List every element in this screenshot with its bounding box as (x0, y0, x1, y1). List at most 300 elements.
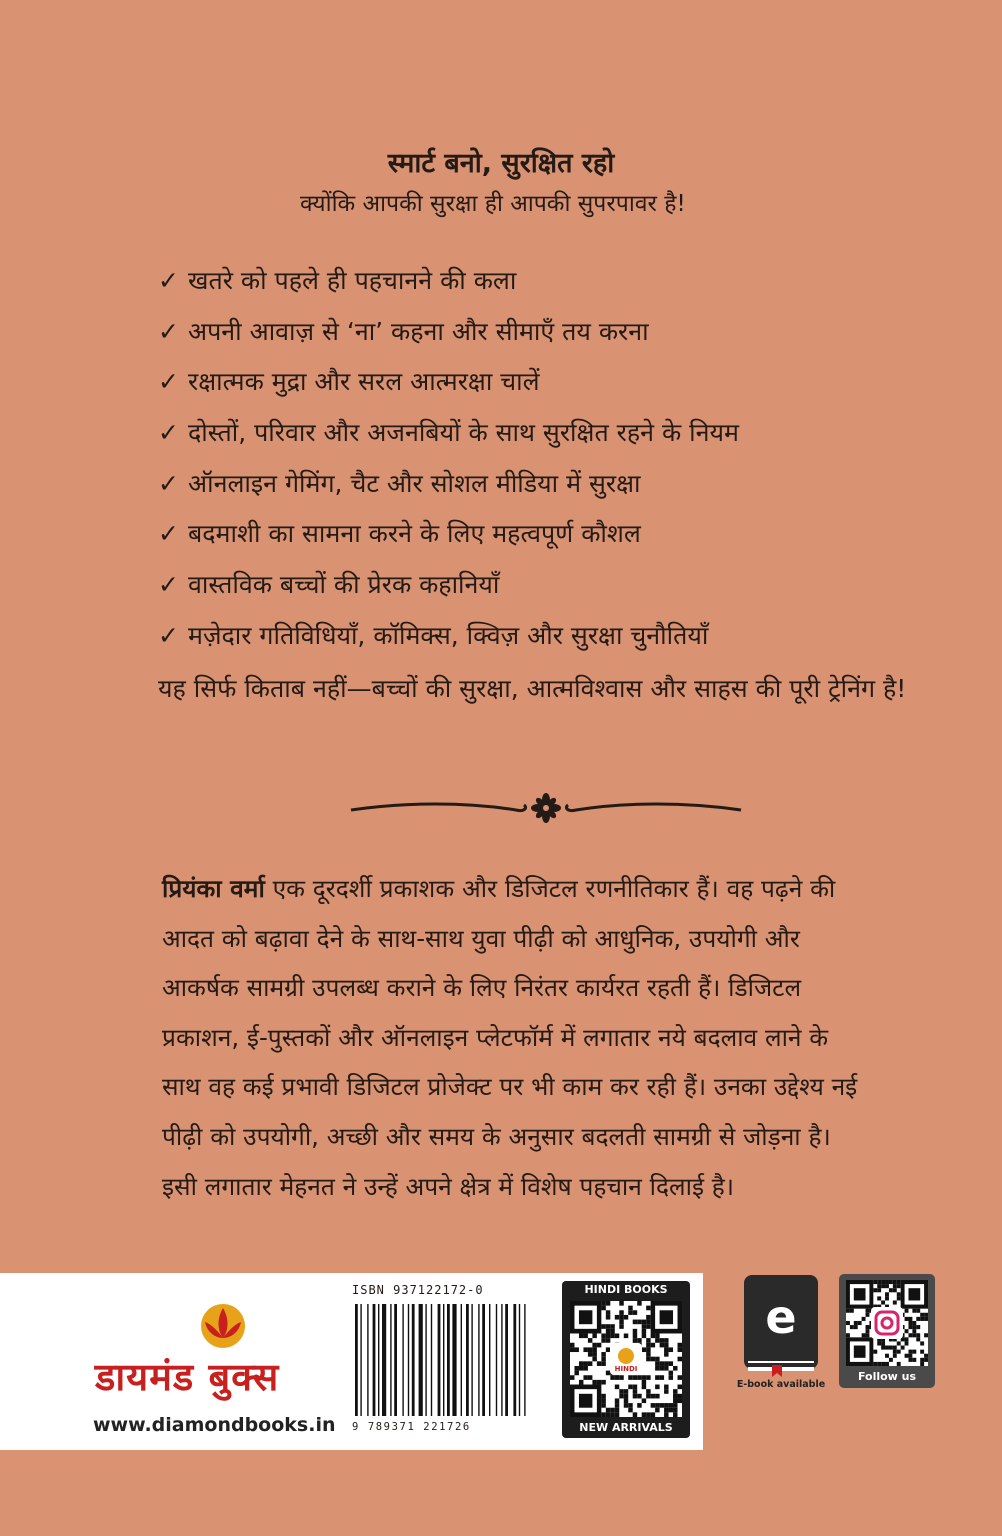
qr-module (678, 1357, 682, 1362)
qr-module (624, 1389, 628, 1394)
qr-module (664, 1366, 668, 1371)
barcode-bar (408, 1304, 409, 1416)
barcode-bar (412, 1304, 415, 1416)
qr-module (633, 1389, 637, 1394)
qr-module (881, 1341, 885, 1345)
feature-text: मज़ेदार गतिविधियाँ, कॉमिक्स, क्विज़ और सुरक्षा चुनौतियाँ (188, 620, 709, 650)
feature-item (158, 262, 739, 313)
qr-module (673, 1412, 677, 1417)
qr-module (651, 1394, 655, 1399)
qr-module (601, 1333, 605, 1338)
qr-module (912, 1309, 916, 1313)
qr-module (597, 1380, 601, 1385)
qr-module (673, 1389, 677, 1394)
barcode-bar (501, 1304, 502, 1416)
qr-module (633, 1333, 637, 1338)
qr-module (637, 1394, 641, 1399)
qr-finder (579, 1310, 592, 1324)
barcode-icon (349, 1300, 541, 1420)
qr-module (592, 1333, 596, 1338)
qr-module (858, 1321, 862, 1325)
check-icon: ✓ (158, 367, 179, 397)
qr-module (673, 1398, 677, 1403)
feature-list (158, 262, 739, 668)
qr-module (633, 1310, 637, 1315)
qr-module (601, 1403, 605, 1408)
qr-center-logo (618, 1348, 634, 1364)
qr-module (646, 1375, 650, 1380)
qr-module (893, 1346, 897, 1350)
qr-module (606, 1315, 610, 1320)
qr-module (889, 1288, 893, 1292)
qr-module (637, 1338, 641, 1343)
barcode-bar (482, 1304, 485, 1416)
qr-module (583, 1366, 587, 1371)
qr-module (862, 1317, 866, 1321)
qr-module (642, 1398, 646, 1403)
qr-module (669, 1403, 673, 1408)
qr-module (881, 1300, 885, 1304)
qr-module (912, 1321, 916, 1325)
qr-module (628, 1408, 632, 1413)
qr-module (912, 1325, 916, 1329)
qr-module (901, 1346, 905, 1350)
qr-module (592, 1380, 596, 1385)
barcode-bar (431, 1304, 432, 1416)
qr-module (678, 1394, 682, 1399)
barcode-bar (419, 1304, 423, 1416)
qr-module (606, 1347, 610, 1352)
qr-module (877, 1296, 881, 1300)
qr-center-label: HINDI (614, 1365, 638, 1373)
qr-module (592, 1343, 596, 1348)
qr-module (606, 1329, 610, 1334)
qr-module (664, 1389, 668, 1394)
feature-item (158, 363, 739, 414)
qr-module (673, 1403, 677, 1408)
qr-module (601, 1394, 605, 1399)
check-icon: ✓ (158, 570, 179, 600)
barcode-bar (425, 1304, 426, 1416)
qr-module (912, 1358, 916, 1362)
qr-module (664, 1385, 668, 1390)
qr-module (646, 1352, 650, 1357)
qr-module (916, 1337, 920, 1341)
qr-module (660, 1403, 664, 1408)
qr-module (615, 1333, 619, 1338)
qr-module (908, 1317, 912, 1321)
qr-module (601, 1306, 605, 1311)
qr-module (846, 1321, 850, 1325)
qr-module (889, 1358, 893, 1362)
qr-module (570, 1343, 574, 1348)
qr-card-bottom-label: NEW ARRIVALS (579, 1421, 673, 1434)
qr-module (646, 1338, 650, 1343)
qr-module (877, 1341, 881, 1345)
ebook-letter: e (765, 1290, 797, 1344)
qr-module (574, 1347, 578, 1352)
qr-module (633, 1385, 637, 1390)
qr-module (885, 1296, 889, 1300)
qr-module (885, 1292, 889, 1296)
qr-module (601, 1352, 605, 1357)
qr-module (655, 1366, 659, 1371)
qr-module (885, 1354, 889, 1358)
qr-module (619, 1375, 623, 1380)
qr-module (619, 1310, 623, 1315)
feature-text: अपनी आवाज़ से ‘ना’ कहना और सीमाएँ तय करना (188, 316, 649, 346)
qr-module (850, 1309, 854, 1313)
qr-module (924, 1358, 928, 1362)
qr-module (624, 1315, 628, 1320)
feature-item (158, 617, 739, 668)
qr-finder (660, 1310, 673, 1324)
qr-module (579, 1361, 583, 1366)
qr-module (889, 1346, 893, 1350)
qr-module (866, 1329, 870, 1333)
qr-module (601, 1361, 605, 1366)
barcode-bar (355, 1304, 358, 1416)
qr-module (916, 1325, 920, 1329)
qr-module (655, 1357, 659, 1362)
qr-module (637, 1375, 641, 1380)
qr-code-icon (570, 1301, 682, 1417)
qr-module (579, 1380, 583, 1385)
qr-module (862, 1333, 866, 1337)
qr-module (881, 1280, 885, 1284)
qr-module (846, 1333, 850, 1337)
qr-module (642, 1329, 646, 1334)
qr-module (642, 1375, 646, 1380)
qr-module (592, 1357, 596, 1362)
qr-module (597, 1361, 601, 1366)
ebook-icon (742, 1273, 820, 1377)
qr-module (606, 1371, 610, 1376)
barcode-bar (394, 1304, 397, 1416)
qr-module (570, 1375, 574, 1380)
qr-module (583, 1333, 587, 1338)
author-bio (162, 864, 872, 1211)
qr-module (655, 1394, 659, 1399)
qr-module (669, 1408, 673, 1413)
qr-module (873, 1288, 877, 1292)
qr-module (619, 1315, 623, 1320)
qr-module (866, 1313, 870, 1317)
qr-module (920, 1350, 924, 1354)
qr-module (615, 1385, 619, 1390)
qr-module (574, 1366, 578, 1371)
qr-module (889, 1280, 893, 1284)
qr-module (678, 1347, 682, 1352)
qr-module (908, 1358, 912, 1362)
qr-module (660, 1375, 664, 1380)
qr-module (920, 1341, 924, 1345)
feature-text: खतरे को पहले ही पहचानने की कला (188, 266, 517, 295)
qr-module (905, 1341, 909, 1345)
qr-module (655, 1338, 659, 1343)
qr-module (642, 1385, 646, 1390)
qr-module (905, 1337, 909, 1341)
author-name: प्रियंका वर्मा (162, 874, 265, 903)
qr-module (905, 1354, 909, 1358)
qr-module (628, 1403, 632, 1408)
qr-module (651, 1343, 655, 1348)
qr-module (664, 1408, 668, 1413)
isbn-label: ISBN 937122172-0 (352, 1283, 484, 1297)
qr-module (924, 1354, 928, 1358)
qr-module (655, 1403, 659, 1408)
qr-module (601, 1357, 605, 1362)
qr-module (646, 1412, 650, 1417)
qr-module (637, 1403, 641, 1408)
barcode-bar (378, 1304, 379, 1416)
feature-text: वास्तविक बच्चों की प्रेरक कहानियाँ (188, 570, 500, 600)
qr-module (583, 1361, 587, 1366)
qr-finder (854, 1288, 866, 1300)
qr-module (908, 1350, 912, 1354)
qr-module (893, 1284, 897, 1288)
qr-module (570, 1347, 574, 1352)
qr-module (669, 1361, 673, 1366)
qr-module (588, 1361, 592, 1366)
qr-module (628, 1385, 632, 1390)
qr-module (664, 1403, 668, 1408)
qr-module (655, 1333, 659, 1338)
qr-module (619, 1394, 623, 1399)
author-bio-text: एक दूरदर्शी प्रकाशक और डिजिटल रणनीतिकार हैं। वह पढ़ने की आदत को बढ़ावा देने के साथ-साथ युवा पीढ़ी को आधुनिक, उपयोगी और आकर्षक सामग्री उपलब्ध कराने के लिए निरंतर कार्यरत रहती हैं। डिजिटल प्रकाशन, ई-पुस्तकों और ऑनलाइन प्लेटफॉर्म में लगातार नये बदलाव लाने के साथ वह कई प्रभावी डिजिटल प्रोजेक्ट पर भी काम कर रही हैं। उनका उद्देश्य नई पीढ़ी को उपयोगी, अच्छी और समय के अनुसार बदलती सामग्री से जोड़ना है। इसी लगातार मेहनत ने उन्हें अपने क्षेत्र में विशेष पहचान दिलाई है। (162, 874, 858, 1201)
qr-module (669, 1347, 673, 1352)
qr-module (655, 1385, 659, 1390)
qr-module (920, 1362, 924, 1366)
qr-module (651, 1333, 655, 1338)
qr-module (646, 1394, 650, 1399)
qr-module (588, 1347, 592, 1352)
qr-module (893, 1350, 897, 1354)
qr-module (624, 1333, 628, 1338)
qr-module (678, 1343, 682, 1348)
qr-module (873, 1350, 877, 1354)
qr-module (920, 1317, 924, 1321)
qr-module (866, 1309, 870, 1313)
barcode-bar (519, 1304, 520, 1416)
qr-module (660, 1361, 664, 1366)
barcode-bar (373, 1304, 376, 1416)
ornament-divider-icon (346, 788, 746, 828)
qr-module (579, 1333, 583, 1338)
qr-module (897, 1284, 901, 1288)
qr-module (615, 1315, 619, 1320)
feature-text: दोस्तों, परिवार और अजनबियों के साथ सुरक्षित रहने के नियम (188, 418, 739, 448)
barcode-bar (505, 1304, 508, 1416)
qr-module (633, 1394, 637, 1399)
qr-module (588, 1338, 592, 1343)
qr-module (601, 1324, 605, 1329)
barcode-bar (461, 1304, 462, 1416)
qr-module (866, 1333, 870, 1337)
qr-module (601, 1301, 605, 1306)
barcode-bar (452, 1304, 456, 1416)
qr-module (606, 1333, 610, 1338)
qr-module (637, 1320, 641, 1325)
qr-module (916, 1317, 920, 1321)
qr-module (619, 1301, 623, 1306)
qr-module (610, 1329, 614, 1334)
qr-module (885, 1362, 889, 1366)
feature-item (158, 313, 739, 364)
qr-module (624, 1398, 628, 1403)
qr-module (610, 1375, 614, 1380)
qr-module (897, 1280, 901, 1284)
qr-module (877, 1280, 881, 1284)
check-icon: ✓ (158, 418, 179, 448)
feature-item (158, 414, 739, 465)
qr-module (660, 1366, 664, 1371)
qr-module (877, 1284, 881, 1288)
qr-module (846, 1309, 850, 1313)
qr-module (850, 1325, 854, 1329)
qr-module (866, 1325, 870, 1329)
qr-module (642, 1333, 646, 1338)
qr-module (606, 1301, 610, 1306)
ebook-label: E-book available (736, 1379, 826, 1390)
qr-module (628, 1375, 632, 1380)
qr-module (651, 1357, 655, 1362)
qr-module (893, 1288, 897, 1292)
qr-module (642, 1347, 646, 1352)
qr-module (615, 1412, 619, 1417)
qr-module (881, 1346, 885, 1350)
qr-module (633, 1329, 637, 1334)
qr-module (646, 1389, 650, 1394)
qr-module (885, 1346, 889, 1350)
qr-finder (908, 1288, 920, 1300)
qr-module (912, 1333, 916, 1337)
qr-module (664, 1338, 668, 1343)
qr-module (651, 1412, 655, 1417)
barcode-number: 9 789371 221726 (352, 1421, 471, 1433)
qr-module (574, 1371, 578, 1376)
qr-module (881, 1362, 885, 1366)
qr-module (908, 1333, 912, 1337)
qr-module (908, 1354, 912, 1358)
check-icon: ✓ (158, 620, 179, 650)
qr-module (633, 1375, 637, 1380)
qr-module (619, 1320, 623, 1325)
feature-item (158, 465, 739, 516)
qr-module (588, 1352, 592, 1357)
qr-module (646, 1357, 650, 1362)
publisher-logo-text: डायमंड बुक्स (95, 1355, 280, 1399)
qr-module (642, 1380, 646, 1385)
qr-module (673, 1394, 677, 1399)
qr-module (583, 1375, 587, 1380)
qr-module (664, 1412, 668, 1417)
qr-module (579, 1366, 583, 1371)
qr-module (606, 1412, 610, 1417)
qr-finder (854, 1346, 866, 1358)
qr-module (897, 1362, 901, 1366)
qr-module (615, 1375, 619, 1380)
qr-module (893, 1280, 897, 1284)
qr-module (646, 1320, 650, 1325)
qr-module (601, 1380, 605, 1385)
qr-module (655, 1361, 659, 1366)
qr-module (624, 1394, 628, 1399)
qr-module (893, 1300, 897, 1304)
qr-module (646, 1347, 650, 1352)
feature-text: रक्षात्मक मुद्रा और सरल आत्मरक्षा चालें (188, 367, 540, 397)
qr-module (664, 1343, 668, 1348)
qr-module (920, 1358, 924, 1362)
qr-module (660, 1338, 664, 1343)
qr-module (597, 1343, 601, 1348)
subheading: क्योंकि आपकी सुरक्षा ही आपकी सुपरपावर है! (300, 191, 686, 217)
qr-module (642, 1320, 646, 1325)
barcode-bar (382, 1304, 386, 1416)
instagram-qr (846, 1280, 928, 1366)
qr-module (897, 1296, 901, 1300)
qr-module (908, 1321, 912, 1325)
qr-module (610, 1324, 614, 1329)
qr-module (877, 1288, 881, 1292)
publisher-website: www.diamondbooks.in (93, 1414, 336, 1436)
qr-module (619, 1389, 623, 1394)
check-icon: ✓ (158, 519, 179, 549)
qr-module (655, 1375, 659, 1380)
qr-module (885, 1280, 889, 1284)
qr-module (619, 1324, 623, 1329)
qr-module (905, 1309, 909, 1313)
qr-module (601, 1412, 605, 1417)
qr-module (660, 1343, 664, 1348)
check-icon: ✓ (158, 468, 179, 498)
qr-module (673, 1408, 677, 1413)
barcode-bar (367, 1304, 368, 1416)
qr-module (651, 1403, 655, 1408)
feature-item (158, 515, 739, 566)
qr-module (854, 1321, 858, 1325)
qr-module (633, 1338, 637, 1343)
barcode-bar (443, 1304, 444, 1416)
qr-module (588, 1375, 592, 1380)
qr-module (924, 1333, 928, 1337)
qr-module (908, 1325, 912, 1329)
barcode-bar (513, 1304, 516, 1416)
qr-module (646, 1324, 650, 1329)
qr-module (916, 1309, 920, 1313)
qr-module (897, 1292, 901, 1296)
barcode-bar (496, 1304, 497, 1416)
qr-module (905, 1329, 909, 1333)
qr-module (916, 1333, 920, 1337)
qr-module (912, 1329, 916, 1333)
qr-module (885, 1284, 889, 1288)
qr-module (646, 1306, 650, 1311)
qr-module (664, 1361, 668, 1366)
qr-card-top-label: HINDI BOOKS (584, 1283, 668, 1296)
qr-module (664, 1347, 668, 1352)
qr-module (615, 1398, 619, 1403)
qr-module (678, 1398, 682, 1403)
feature-text: बदमाशी का सामना करने के लिए महत्वपूर्ण कौशल (188, 519, 641, 549)
qr-module (601, 1398, 605, 1403)
qr-module (628, 1306, 632, 1311)
qr-module (664, 1352, 668, 1357)
qr-module (669, 1375, 673, 1380)
feature-text: ऑनलाइन गेमिंग, चैट और सोशल मीडिया में सुरक्षा (188, 468, 641, 498)
barcode-bar (360, 1304, 361, 1416)
qr-module (897, 1350, 901, 1354)
